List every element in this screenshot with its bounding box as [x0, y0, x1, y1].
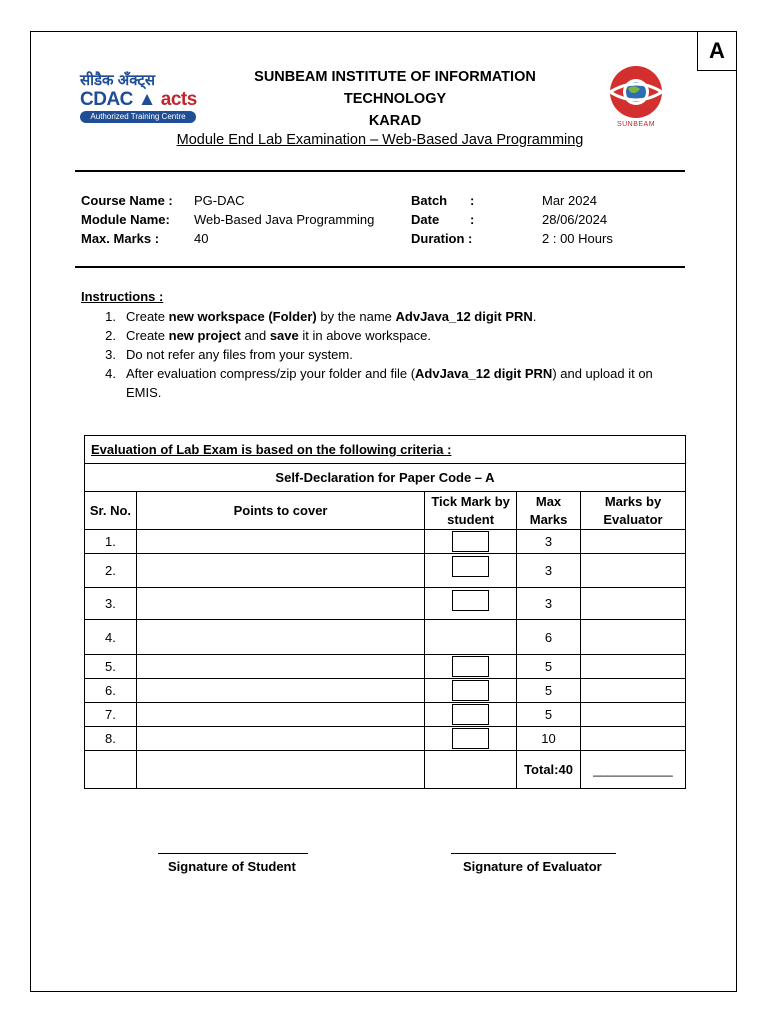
sunbeam-globe-icon — [608, 64, 664, 120]
tick-checkbox[interactable] — [452, 556, 489, 577]
institute-title — [230, 66, 560, 132]
batch-value: Mar 2024 — [542, 193, 597, 208]
evaluator-marks-cell[interactable] — [581, 703, 686, 727]
student-signature-line — [158, 853, 308, 854]
cdac-acts-logo — [80, 70, 200, 126]
table-row: 1. 3 — [85, 530, 686, 554]
tick-checkbox[interactable] — [452, 728, 489, 749]
date-label: Date — [411, 212, 440, 227]
cdac-hindi-text: सीडैक अँक्ट्स — [80, 72, 156, 89]
module-name-label: Module Name: — [81, 212, 170, 227]
points-cell[interactable] — [136, 655, 424, 679]
max-marks-label: Max. Marks : — [81, 231, 160, 246]
criteria-title: Evaluation of Lab Exam is based on the following criteria : — [85, 436, 686, 464]
instruction-item: 4. After evaluation compress/zip your folder and file (AdvJava_12 digit PRN) and upload it on EMIS. — [105, 366, 653, 400]
evaluation-table — [84, 435, 686, 789]
paper-code-box: A — [697, 31, 737, 71]
tick-checkbox[interactable] — [452, 531, 489, 552]
title-line-3: KARAD — [368, 113, 422, 129]
table-row: 2. 3 — [85, 554, 686, 588]
date-value: 28/06/2024 — [542, 212, 608, 227]
evaluator-marks-cell[interactable] — [581, 727, 686, 751]
evaluator-marks-cell[interactable] — [581, 554, 686, 588]
exam-subtitle: Module End Lab Examination – Web-Based Java Programming — [176, 132, 584, 148]
instructions-heading: Instructions : — [81, 289, 164, 304]
title-line-2: TECHNOLOGY — [343, 91, 447, 107]
table-row: 8. 10 — [85, 727, 686, 751]
max-marks-value: 40 — [194, 231, 209, 246]
points-cell[interactable] — [136, 727, 424, 751]
table-row: 4. 6 — [85, 620, 686, 655]
divider-bottom — [75, 266, 685, 268]
title-line-1: SUNBEAM INSTITUTE OF INFORMATION — [254, 69, 536, 85]
table-row: 3. 3 — [85, 588, 686, 620]
student-signature-label: Signature of Student — [168, 859, 296, 874]
evaluator-marks-cell[interactable] — [581, 679, 686, 703]
instruction-item: 2. Create new project and save it in above workspace. — [105, 328, 431, 343]
table-total-row — [85, 751, 686, 789]
acts-text: acts — [160, 89, 197, 110]
duration-value: 2 : 00 Hours — [542, 231, 613, 246]
col-header-max: Max Marks — [517, 492, 581, 530]
total-label: Total:40 — [517, 751, 581, 789]
col-header-points: Points to cover — [136, 492, 424, 530]
points-cell[interactable] — [136, 679, 424, 703]
col-header-evaluator: Marks by Evaluator — [581, 492, 686, 530]
col-header-sr: Sr. No. — [85, 492, 137, 530]
table-row: 5. 5 — [85, 655, 686, 679]
evaluator-signature-line — [451, 853, 616, 854]
evaluator-marks-cell[interactable] — [581, 655, 686, 679]
course-name-value: PG-DAC — [194, 193, 245, 208]
table-header-row — [85, 492, 686, 530]
declaration-title: Self-Declaration for Paper Code – A — [85, 464, 686, 492]
instruction-item: 1. Create new workspace (Folder) by the name AdvJava_12 digit PRN. — [105, 309, 537, 324]
cdac-wordmark — [80, 89, 197, 111]
total-evaluator-blank[interactable]: ___________ — [581, 751, 686, 789]
points-cell[interactable] — [136, 588, 424, 620]
acts-triangle-icon: ▲ — [137, 89, 156, 110]
evaluator-marks-cell[interactable] — [581, 588, 686, 620]
points-cell[interactable] — [136, 554, 424, 588]
instructions-list — [81, 307, 671, 402]
col-header-tick: Tick Mark by student — [425, 492, 517, 530]
evaluator-marks-cell[interactable] — [581, 530, 686, 554]
divider-top — [75, 170, 685, 172]
date-colon: : — [470, 212, 475, 227]
evaluator-marks-cell[interactable] — [581, 620, 686, 655]
sunbeam-logo — [608, 64, 664, 132]
cdac-badge: Authorized Training Centre — [80, 111, 196, 123]
batch-label: Batch — [411, 193, 448, 208]
instruction-item: 3. Do not refer any files from your system. — [105, 347, 353, 362]
points-cell[interactable] — [136, 620, 424, 655]
tick-checkbox[interactable] — [452, 656, 489, 677]
evaluator-signature-label: Signature of Evaluator — [463, 859, 602, 874]
tick-checkbox[interactable] — [452, 704, 489, 725]
tick-checkbox[interactable] — [452, 680, 489, 701]
points-cell[interactable] — [136, 530, 424, 554]
tick-checkbox[interactable] — [452, 590, 489, 611]
table-row: 7. 5 — [85, 703, 686, 727]
points-cell[interactable] — [136, 703, 424, 727]
sunbeam-text: SUNBEAM — [616, 121, 656, 128]
table-row: 6. 5 — [85, 679, 686, 703]
duration-label: Duration : — [411, 231, 473, 246]
course-name-label: Course Name : — [81, 193, 173, 208]
module-name-value: Web-Based Java Programming — [194, 212, 375, 227]
batch-colon: : — [470, 193, 475, 208]
cdac-text: CDAC — [80, 89, 133, 110]
